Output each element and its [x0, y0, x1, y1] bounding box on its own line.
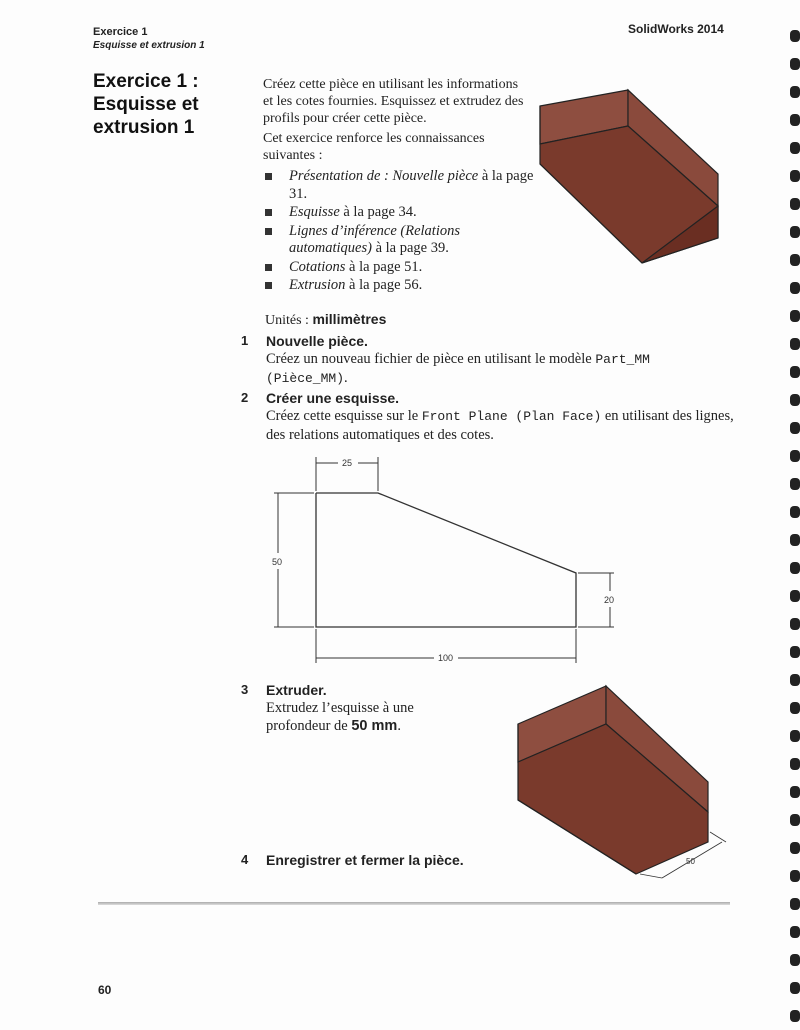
intro-paragraph: Créez cette pièce en utilisant les informations et les cotes fournies. Esquissez et extrudez des profils pour créer cette pièce.	[263, 77, 524, 126]
dim-top: 25	[342, 458, 353, 468]
sketch-drawing	[266, 455, 626, 670]
plane-name: Front Plane (Plan Face)	[421, 409, 602, 424]
depth-value: 50 mm	[351, 718, 398, 734]
units-line	[265, 311, 386, 329]
page-ref: à la page 31.	[289, 168, 534, 202]
bullet-icon	[265, 264, 272, 271]
page-number: 60	[98, 983, 112, 997]
intro-paragraph-2: Cet exercice renforce les connaissances suivantes :	[263, 131, 485, 163]
header-product: SolidWorks 2014	[628, 22, 724, 36]
topic-link[interactable]: Cotations	[289, 258, 346, 275]
dim-left: 50	[272, 557, 283, 567]
step-title: Nouvelle pièce.	[266, 333, 368, 349]
topic-link[interactable]: Présentation de : Nouvelle pièce	[289, 168, 479, 184]
bullet-icon	[265, 282, 272, 289]
list-item	[263, 259, 543, 277]
step-text-end: en utilisant des lignes, des relations automatiques et des cotes.	[266, 408, 734, 443]
step-title: Créer une esquisse.	[266, 390, 400, 406]
dim-right: 20	[604, 595, 615, 605]
header-exercise: Exercice 1	[93, 26, 148, 38]
step-number: 1	[241, 333, 249, 348]
step-text: Créez un nouveau fichier de pièce en utilisant le modèle	[266, 351, 596, 367]
units-label: Unités :	[265, 313, 313, 328]
list-item	[263, 223, 543, 258]
bullet-icon	[265, 209, 272, 216]
page-ref: à la page 56.	[345, 277, 423, 293]
dim-depth: 50	[686, 857, 695, 866]
topic-link[interactable]: Esquisse	[289, 204, 340, 220]
step-1	[241, 333, 731, 386]
step-text: Extrudez l’esquisse à une profondeur de	[266, 700, 414, 734]
step-2	[241, 390, 734, 445]
step-title: Extruder.	[266, 682, 327, 698]
page-ref: à la page 39.	[371, 240, 449, 256]
sketch-profile	[316, 493, 576, 627]
extruded-part-image	[512, 682, 730, 880]
page-ref: à la page 51.	[345, 258, 423, 275]
topics-list	[263, 168, 543, 296]
dim-bottom: 100	[438, 653, 454, 663]
step-body	[266, 350, 736, 388]
template-name: Part_MM (Pièce_MM)	[266, 352, 650, 386]
intro-text	[263, 76, 528, 167]
step-number: 2	[241, 390, 249, 405]
step-text: Créez cette esquisse sur le	[266, 408, 422, 424]
units-value: millimètres	[312, 311, 387, 327]
part-preview-image	[528, 78, 728, 268]
step-text-end: .	[397, 718, 401, 734]
footer-rule	[98, 902, 730, 905]
topic-link[interactable]: Extrusion	[289, 277, 346, 293]
step-4	[241, 852, 731, 872]
bullet-icon	[265, 228, 272, 235]
topic-link[interactable]: Lignes d’inférence (Relations automatiques)	[289, 222, 461, 256]
page-ref: à la page 34.	[339, 204, 417, 220]
running-header	[93, 26, 205, 52]
list-item	[263, 168, 543, 203]
section-title: Exercice 1 : Esquisse et extrusion 1	[93, 71, 199, 138]
step-body	[266, 699, 456, 735]
list-item	[263, 277, 543, 295]
step-text-end: .	[344, 370, 348, 386]
spiral-binding	[780, 30, 800, 1030]
step-number: 4	[241, 852, 249, 867]
step-title: Enregistrer et fermer la pièce.	[266, 852, 464, 868]
step-number: 3	[241, 682, 249, 697]
header-subtitle: Esquisse et extrusion 1	[93, 40, 205, 51]
bullet-icon	[265, 173, 272, 180]
list-item	[263, 204, 543, 222]
step-body	[266, 407, 736, 444]
